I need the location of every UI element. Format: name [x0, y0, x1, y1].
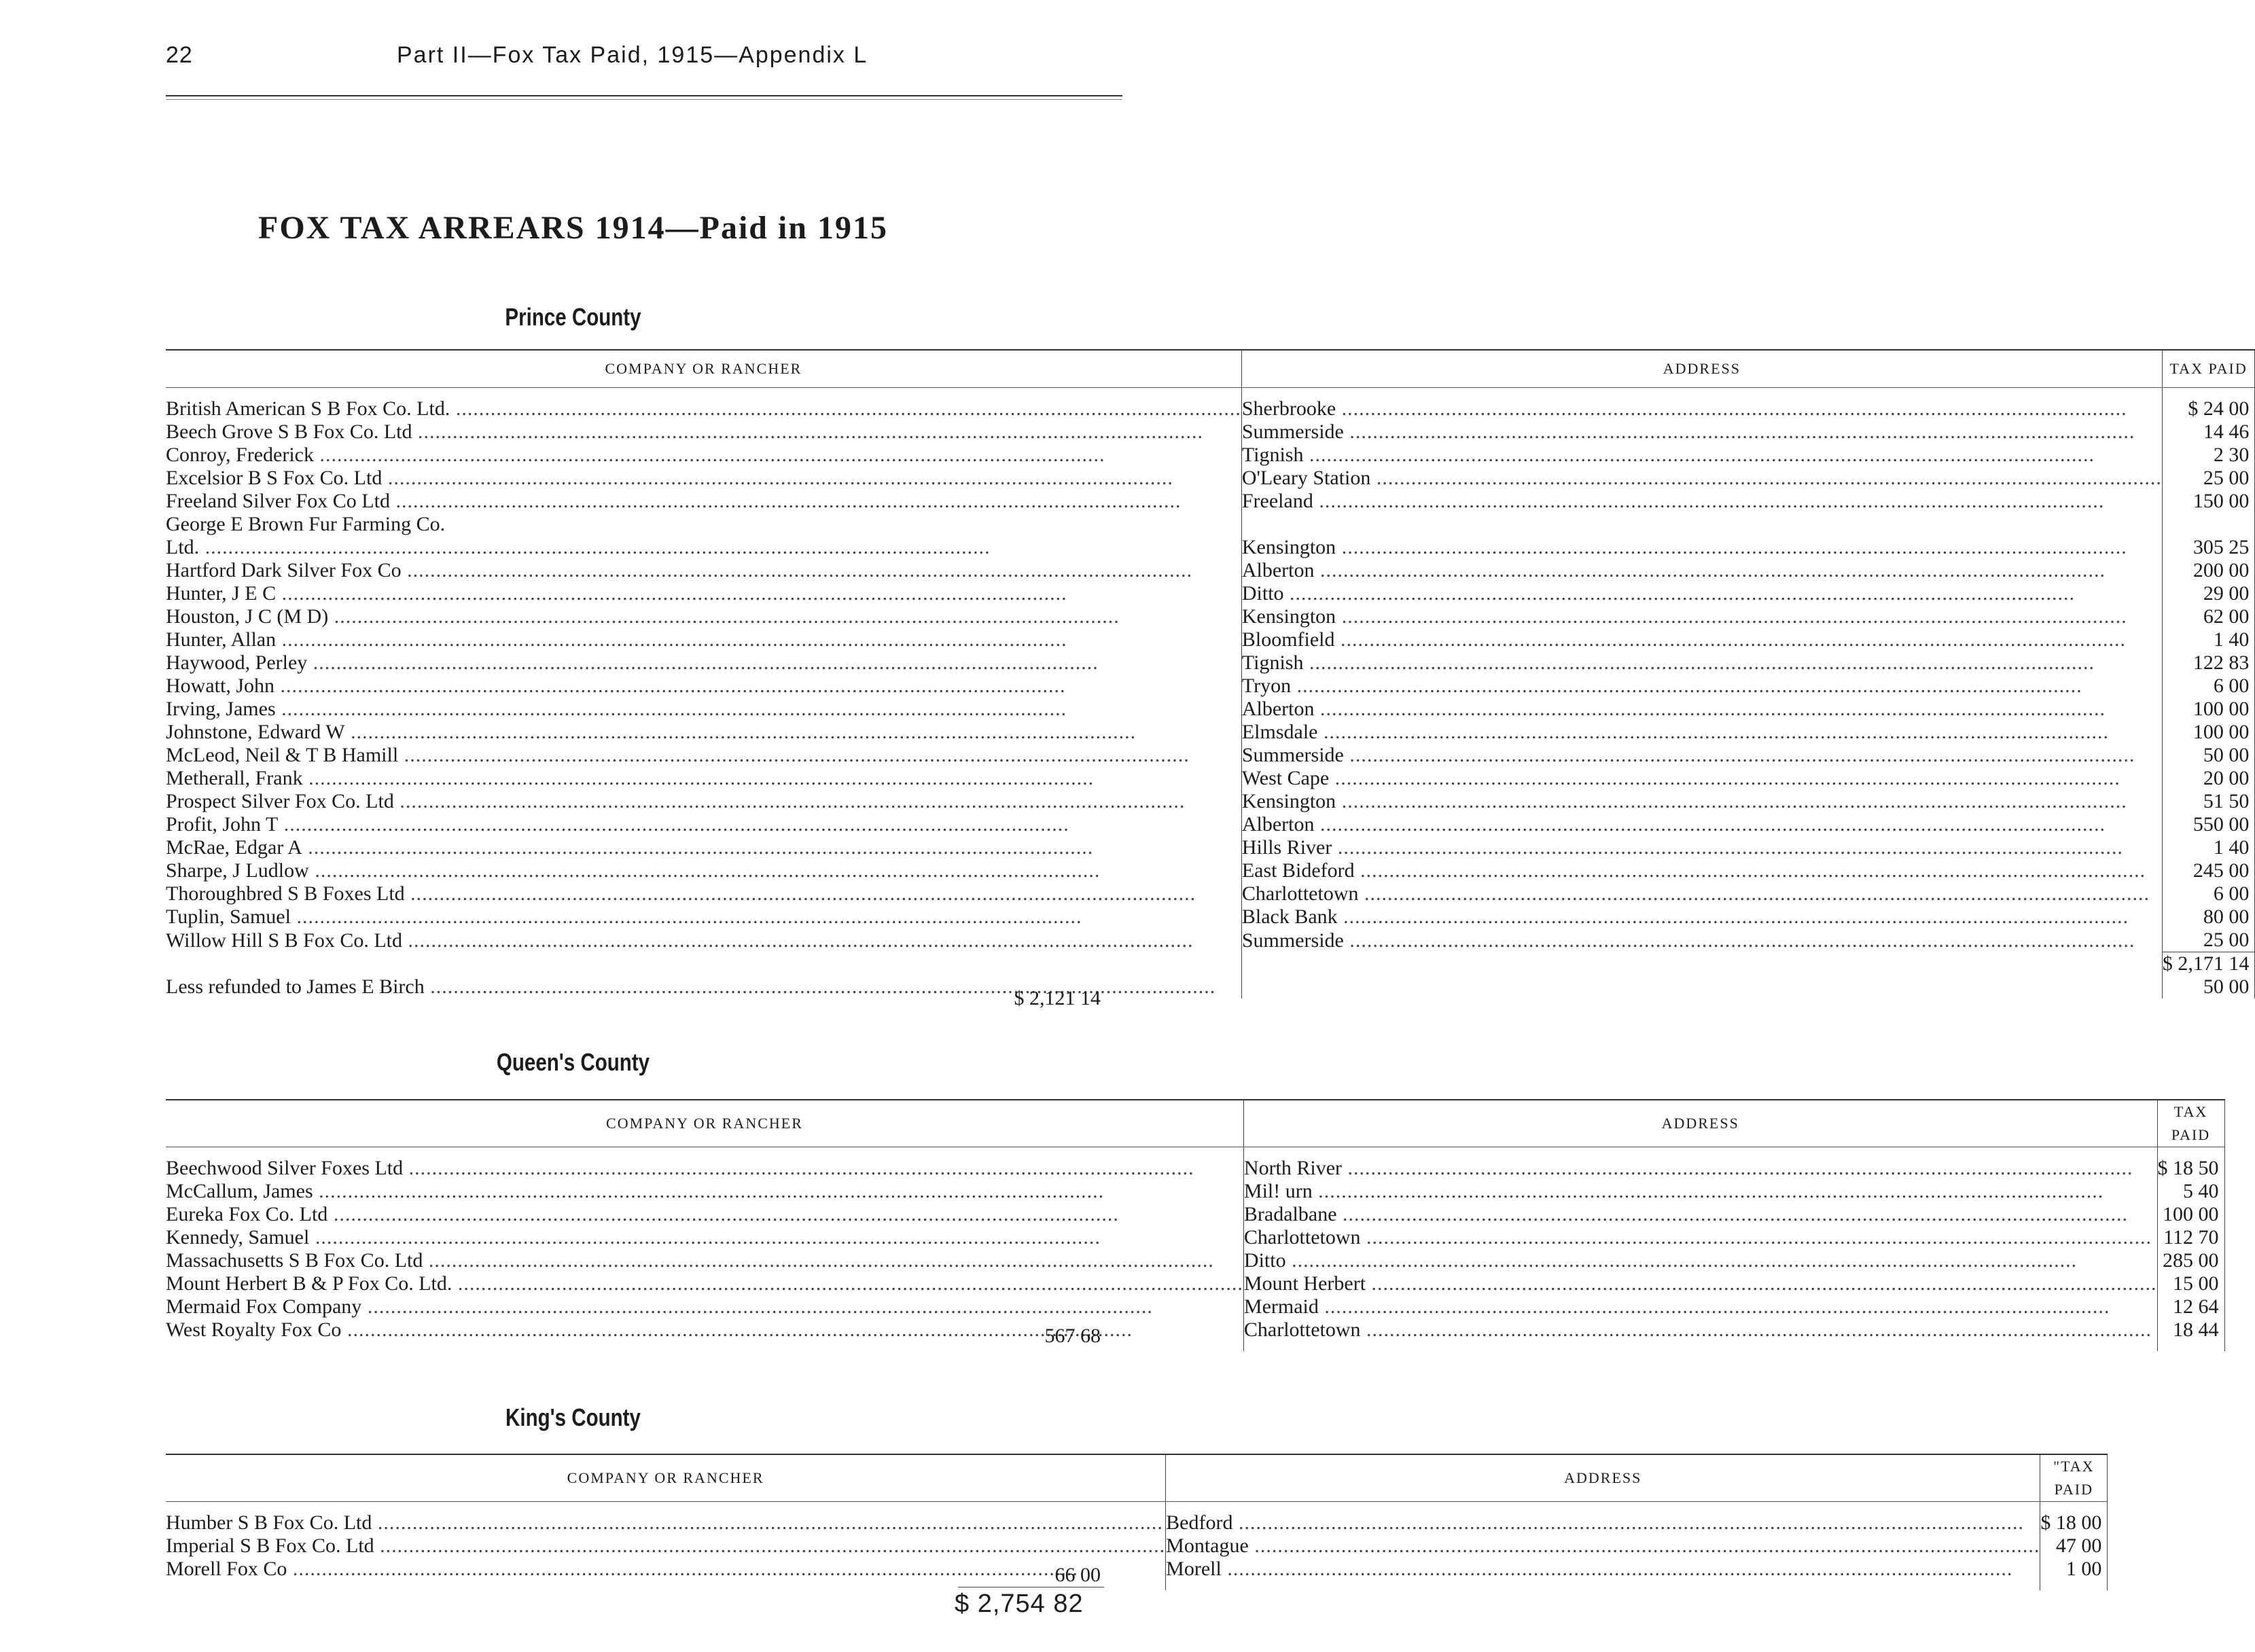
prince-county-total: $ 2,121 14: [1014, 987, 1101, 1009]
tax-paid-amount: 200 00: [2162, 559, 2255, 582]
rancher-address: West Cape .....: [1241, 767, 2162, 790]
tax-paid-amount: 25 00: [2162, 467, 2255, 490]
tax-paid-amount: 245 00: [2162, 859, 2255, 882]
queens-rows: [166, 1147, 2224, 1352]
rancher-name: West Royalty Fox Co .....: [166, 1318, 1243, 1342]
tax-paid-amount: 305 25: [2162, 536, 2255, 559]
rancher-address: Morell .....: [1166, 1558, 2040, 1581]
rancher-address: East Bideford .....: [1241, 859, 2162, 882]
spacer-row: [166, 1502, 2108, 1512]
spacer-cell: [1166, 1581, 2040, 1590]
tax-paid-amount: 5 40: [2157, 1180, 2224, 1203]
rancher-address: Kensington .....: [1241, 536, 2162, 559]
tax-paid-amount: $ 18 00: [2040, 1511, 2108, 1534]
rancher-address: Freeland .....: [1241, 490, 2162, 513]
rancher-address: Alberton .....: [1241, 698, 2162, 721]
tax-paid-amount: 47 00: [2040, 1534, 2108, 1558]
prince-rows: [166, 388, 2255, 999]
spacer-cell: [1241, 388, 2162, 398]
rancher-address: Kensington .....: [1241, 605, 2162, 628]
table-row: [166, 1558, 2108, 1581]
rancher-address: [1241, 513, 2162, 536]
tax-paid-amount: $ 18 50: [2157, 1157, 2224, 1180]
tax-paid-amount: 122 83: [2162, 651, 2255, 675]
rancher-address: Summerside .....: [1241, 420, 2162, 444]
rancher-address: Ditto .....: [1243, 1249, 2157, 1272]
spacer-row: [166, 1342, 2224, 1351]
rancher-address: Ditto .....: [1241, 582, 2162, 605]
rancher-address: Hills River .....: [1241, 836, 2162, 859]
rancher-address: Charlottetown .....: [1241, 882, 2162, 905]
table-row: [166, 905, 2255, 929]
rancher-name: Johnstone, Edward W .....: [166, 721, 1241, 744]
rancher-address: Summerside .....: [1241, 929, 2162, 952]
rancher-name: Mermaid Fox Company .....: [166, 1295, 1243, 1318]
tax-paid-amount: 100 00: [2162, 698, 2255, 721]
rancher-name: McLeod, Neil & T B Hamill .....: [166, 744, 1241, 767]
header-rule: [166, 95, 1122, 96]
table-row: [166, 628, 2255, 651]
kings-county-table: [166, 1454, 2108, 1590]
rancher-name: Metherall, Frank .....: [166, 767, 1241, 790]
rancher-name: George E Brown Fur Farming Co.: [166, 513, 446, 535]
tax-paid-amount: 550 00: [2162, 813, 2255, 836]
tax-paid-amount: 25 00: [2162, 929, 2255, 952]
rancher-name: Prospect Silver Fox Co. Ltd .....: [166, 790, 1241, 813]
table-row: [166, 721, 2255, 744]
table-row: [166, 490, 2255, 513]
tax-paid-amount: 112 70: [2157, 1226, 2224, 1249]
table-row: [166, 536, 2255, 559]
tax-paid-amount: 14 46: [2162, 420, 2255, 444]
rancher-name: Hunter, Allan .....: [166, 628, 1241, 651]
table-row: [166, 859, 2255, 882]
spacer-cell: [1243, 1342, 2157, 1351]
column-header-tax: TAX PAID: [2157, 1100, 2224, 1147]
rancher-address: Summerside .....: [1241, 744, 2162, 767]
rancher-address: Tryon .....: [1241, 675, 2162, 698]
table-row: [166, 882, 2255, 905]
rancher-address: Montague .....: [1166, 1534, 2040, 1558]
rancher-name: Massachusetts S B Fox Co. Ltd .....: [166, 1249, 1243, 1272]
rancher-address: Tignish .....: [1241, 651, 2162, 675]
grand-total: $ 2,754 82: [955, 1590, 1084, 1618]
rancher-address: Tignish .....: [1241, 444, 2162, 467]
rancher-address: Charlottetown .....: [1243, 1226, 2157, 1249]
spacer-cell: [2157, 1147, 2224, 1157]
rancher-name: Humber S B Fox Co. Ltd .....: [166, 1511, 1166, 1534]
tax-paid-amount: 285 00: [2157, 1249, 2224, 1272]
refund-address: [1241, 975, 2162, 999]
tax-paid-amount: 100 00: [2157, 1203, 2224, 1226]
prince-county-table: [166, 349, 2255, 999]
rancher-name: Kennedy, Samuel .....: [166, 1226, 1243, 1249]
kings-county-total: 66 00: [1054, 1564, 1101, 1586]
table-row: [166, 744, 2255, 767]
spacer-row: [166, 1581, 2108, 1590]
rancher-name: Irving, James .....: [166, 698, 1241, 721]
kings-rows: [166, 1502, 2108, 1591]
table-row: [166, 1295, 2224, 1318]
table-row: [166, 1157, 2224, 1180]
tax-paid-amount: [2162, 513, 2255, 536]
column-header-tax: "TAX PAID: [2040, 1454, 2108, 1502]
spacer-cell: [166, 1147, 1243, 1157]
rancher-name: Houston, J C (M D) .....: [166, 605, 1241, 628]
tax-paid-amount: $ 24 00: [2162, 397, 2255, 420]
spacer-row: [166, 1147, 2224, 1157]
queens-county-heading: Queen's County: [496, 1048, 650, 1076]
subtotal-address: [1241, 952, 2162, 976]
table-row: [166, 790, 2255, 813]
tax-paid-amount: 80 00: [2162, 905, 2255, 929]
header-rule-thin: [166, 99, 1122, 100]
spacer-cell: [166, 1502, 1166, 1512]
tax-paid-amount: 1 40: [2162, 628, 2255, 651]
table-row: [166, 605, 2255, 628]
subtotal-label: [166, 952, 1241, 976]
table-row: [166, 651, 2255, 675]
tax-paid-amount: 150 00: [2162, 490, 2255, 513]
tax-paid-amount: 1 40: [2162, 836, 2255, 859]
spacer-cell: [1166, 1502, 2040, 1512]
table-row: [166, 929, 2255, 952]
rancher-address: Mil! urn .....: [1243, 1180, 2157, 1203]
tax-paid-amount: 29 00: [2162, 582, 2255, 605]
rancher-name: Thoroughbred S B Foxes Ltd .....: [166, 882, 1241, 905]
spacer-cell: [2040, 1502, 2108, 1512]
table-row: [166, 1226, 2224, 1249]
table-row: [166, 513, 2255, 536]
running-header: [0, 42, 1146, 83]
table-row: [166, 836, 2255, 859]
rancher-address: Alberton .....: [1241, 559, 2162, 582]
table-row: [166, 444, 2255, 467]
rancher-name: Hartford Dark Silver Fox Co .....: [166, 559, 1241, 582]
table-row: [166, 397, 2255, 420]
rancher-address: Bedford .....: [1166, 1511, 2040, 1534]
refund-amount: 50 00: [2162, 975, 2255, 999]
table-row: [166, 559, 2255, 582]
table-row: [166, 1203, 2224, 1226]
subtotal-amount: $ 2,171 14: [2162, 952, 2255, 976]
rancher-name: Sharpe, J Ludlow .....: [166, 859, 1241, 882]
table-row: [166, 1272, 2224, 1295]
table-row: [166, 1318, 2224, 1342]
refund-label: Less refunded to James E Birch .....: [166, 975, 1241, 999]
rancher-name: Beechwood Silver Foxes Ltd .....: [166, 1157, 1243, 1180]
tax-paid-amount: 12 64: [2157, 1295, 2224, 1318]
table-row: [166, 1511, 2108, 1534]
table-row: [166, 1249, 2224, 1272]
tax-paid-amount: 1 00: [2040, 1558, 2108, 1581]
table-row: [166, 1180, 2224, 1203]
rancher-address: Mount Herbert .....: [1243, 1272, 2157, 1295]
rancher-address: O'Leary Station .....: [1241, 467, 2162, 490]
column-header-address: ADDRESS: [1241, 350, 2162, 388]
rancher-name: Haywood, Perley .....: [166, 651, 1241, 675]
spacer-cell: [166, 388, 1241, 398]
column-header-address: ADDRESS: [1166, 1454, 2040, 1502]
rancher-name: British American S B Fox Co. Ltd. .....: [166, 397, 1241, 420]
column-header-name: COMPANY OR RANCHER: [166, 350, 1241, 388]
table-row: [166, 420, 2255, 444]
column-header-address: ADDRESS: [1243, 1100, 2157, 1147]
table-row: [166, 813, 2255, 836]
spacer-cell: [1243, 1147, 2157, 1157]
table-row: [166, 582, 2255, 605]
subtotal-row: [166, 952, 2255, 976]
rancher-name: Willow Hill S B Fox Co. Ltd .....: [166, 929, 1241, 952]
rancher-name: McCallum, James .....: [166, 1180, 1243, 1203]
rancher-address: Kensington .....: [1241, 790, 2162, 813]
tax-paid-amount: 15 00: [2157, 1272, 2224, 1295]
kings-county-heading: King's County: [505, 1403, 641, 1431]
table-row: [166, 698, 2255, 721]
rancher-address: Black Bank .....: [1241, 905, 2162, 929]
tax-paid-amount: 6 00: [2162, 675, 2255, 698]
tax-paid-amount: 51 50: [2162, 790, 2255, 813]
rancher-name: Ltd. .....: [166, 536, 1241, 559]
rancher-name: Morell Fox Co .....: [166, 1558, 1166, 1581]
table-row: [166, 675, 2255, 698]
page-number: 22: [166, 42, 193, 68]
rancher-name: Freeland Silver Fox Co Ltd .....: [166, 490, 1241, 513]
rancher-address: Sherbrooke .....: [1241, 397, 2162, 420]
rancher-address: Bradalbane .....: [1243, 1203, 2157, 1226]
rancher-name: Profit, John T .....: [166, 813, 1241, 836]
rancher-name: Hunter, J E C .....: [166, 582, 1241, 605]
rancher-address: North River .....: [1243, 1157, 2157, 1180]
tax-paid-amount: 100 00: [2162, 721, 2255, 744]
table-row: [166, 1534, 2108, 1558]
rancher-name: McRae, Edgar A .....: [166, 836, 1241, 859]
rancher-name: Excelsior B S Fox Co. Ltd .....: [166, 467, 1241, 490]
queens-county-total: 567 68: [1044, 1325, 1101, 1347]
rancher-name: Eureka Fox Co. Ltd .....: [166, 1203, 1243, 1226]
rancher-name: Conroy, Frederick .....: [166, 444, 1241, 467]
prince-county-heading: Prince County: [505, 303, 641, 331]
queens-county-table: [166, 1099, 2225, 1351]
rancher-name: Tuplin, Samuel .....: [166, 905, 1241, 929]
tax-paid-amount: 6 00: [2162, 882, 2255, 905]
rancher-address: Elmsdale .....: [1241, 721, 2162, 744]
table-row: [166, 467, 2255, 490]
rancher-address: Charlottetown .....: [1243, 1318, 2157, 1342]
column-header-name: COMPANY OR RANCHER: [166, 1100, 1243, 1147]
column-header-name: COMPANY OR RANCHER: [166, 1454, 1166, 1502]
spacer-row: [166, 388, 2255, 398]
tax-paid-amount: 18 44: [2157, 1318, 2224, 1342]
rancher-address: Bloomfield .....: [1241, 628, 2162, 651]
document-title: FOX TAX ARREARS 1914—Paid in 1915: [258, 210, 888, 246]
rancher-name: Beech Grove S B Fox Co. Ltd .....: [166, 420, 1241, 444]
spacer-cell: [2162, 388, 2255, 398]
tax-paid-amount: 2 30: [2162, 444, 2255, 467]
tax-paid-amount: 62 00: [2162, 605, 2255, 628]
spacer-cell: [2040, 1581, 2108, 1590]
rancher-name: Howatt, John .....: [166, 675, 1241, 698]
running-title: Part II—Fox Tax Paid, 1915—Appendix L: [397, 42, 868, 68]
table-row: [166, 767, 2255, 790]
refund-row: [166, 975, 2255, 999]
rancher-address: Alberton .....: [1241, 813, 2162, 836]
rancher-name: Imperial S B Fox Co. Ltd .....: [166, 1534, 1166, 1558]
tax-paid-amount: 20 00: [2162, 767, 2255, 790]
rancher-name: Mount Herbert B & P Fox Co. Ltd. .....: [166, 1272, 1243, 1295]
tax-paid-amount: 50 00: [2162, 744, 2255, 767]
column-header-tax: TAX PAID: [2162, 350, 2255, 388]
spacer-cell: [2157, 1342, 2224, 1351]
rancher-address: Mermaid .....: [1243, 1295, 2157, 1318]
